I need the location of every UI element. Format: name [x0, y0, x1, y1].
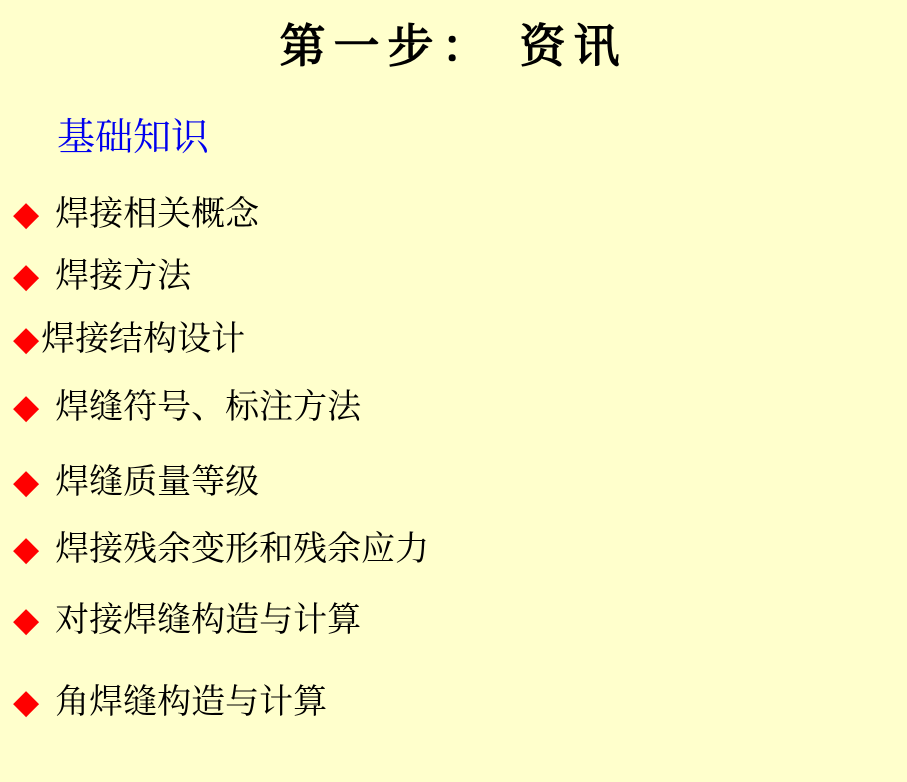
bullet-item — [13, 317, 887, 361]
bullet-label: 焊接方法 — [55, 256, 192, 296]
bullet-label: 焊缝符号、标注方法 — [55, 387, 362, 427]
bullet-item — [13, 598, 887, 642]
bullet-label: 焊接结构设计 — [41, 319, 246, 359]
bullet-item — [13, 460, 887, 504]
diamond-bullet-icon: ◆ — [13, 256, 40, 296]
diamond-bullet-icon: ◆ — [13, 387, 40, 427]
bullet-label: 焊接相关概念 — [55, 194, 260, 234]
bullet-item — [13, 254, 887, 298]
diamond-bullet-icon: ◆ — [13, 462, 40, 502]
diamond-bullet-icon: ◆ — [13, 319, 40, 359]
bullet-item — [13, 385, 887, 429]
bullet-label: 焊缝质量等级 — [55, 462, 260, 502]
diamond-bullet-icon: ◆ — [13, 600, 40, 640]
slide-title: 第一步： 资讯 — [279, 19, 628, 73]
bullet-list — [13, 192, 887, 724]
slide-subtitle: 基础知识 — [57, 115, 210, 159]
diamond-bullet-icon: ◆ — [13, 529, 40, 569]
bullet-label: 对接焊缝构造与计算 — [55, 600, 362, 640]
bullet-item — [13, 680, 887, 724]
bullet-label: 焊接残余变形和残余应力 — [55, 529, 430, 569]
bullet-item — [13, 192, 887, 236]
diamond-bullet-icon: ◆ — [13, 682, 40, 722]
bullet-label: 角焊缝构造与计算 — [55, 682, 328, 722]
diamond-bullet-icon: ◆ — [13, 194, 40, 234]
bullet-item — [13, 527, 887, 571]
